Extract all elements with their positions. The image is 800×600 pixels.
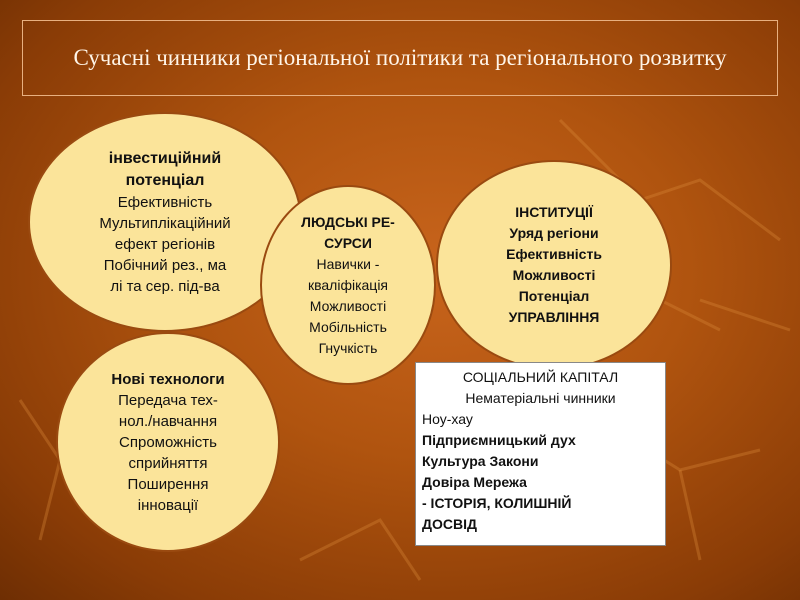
technology-line: Спроможність — [119, 433, 217, 451]
institutions-line: Можливості — [512, 267, 596, 283]
social-capital-line: ДОСВІД — [422, 516, 477, 532]
technology-heading: Нові технологи — [111, 370, 225, 388]
investment-heading-1: інвестиційний — [108, 149, 222, 167]
social-capital-line: - ІСТОРІЯ, КОЛИШНІЙ — [422, 495, 572, 511]
technology-line: нол./навчання — [118, 412, 218, 430]
investment-line: лі та сер. під-ва — [110, 277, 220, 295]
investment-line: Ефективність — [117, 193, 213, 211]
investment-line: ефект регіонів — [114, 235, 216, 253]
institutions-line: Потенціал — [518, 288, 590, 304]
human-line: Навички - — [316, 255, 380, 272]
technology-line: Передача тех- — [118, 391, 218, 409]
institutions-ellipse — [436, 160, 672, 370]
institutions-line: Ефективність — [506, 246, 602, 262]
social-capital-subheading: Нематеріальні чинники — [465, 390, 616, 406]
institutions-line: УПРАВЛІННЯ — [508, 309, 600, 325]
human-line: Мобільність — [309, 318, 387, 335]
human-resources-ellipse — [260, 185, 436, 385]
human-line: Гнучкість — [318, 339, 378, 356]
investment-line: Мультиплікаційний — [99, 214, 231, 232]
social-capital-box — [415, 362, 666, 546]
social-capital-line: Ноу-хау — [422, 411, 473, 427]
social-capital-line: Довіра Мережа — [422, 474, 527, 490]
social-capital-line: Підприємницький дух — [422, 432, 576, 448]
human-heading-1: ЛЮДСЬКІ РЕ- — [301, 213, 395, 230]
investment-line: Побічний рез., ма — [103, 256, 227, 274]
human-line: кваліфікація — [307, 276, 389, 293]
social-capital-line: Культура Закони — [422, 453, 539, 469]
institutions-line: Уряд регіони — [509, 225, 599, 241]
new-technologies-ellipse — [56, 332, 280, 552]
human-line: Можливості — [309, 297, 387, 314]
human-heading-2: СУРСИ — [324, 234, 372, 251]
page-title: Сучасні чинники регіональної політики та регіонального розвитку — [73, 45, 727, 70]
investment-heading-2: потенціал — [125, 171, 205, 189]
technology-line: Поширення — [127, 475, 209, 493]
technology-line: сприйняття — [128, 454, 208, 472]
institutions-line: ІНСТИТУЦІЇ — [515, 204, 593, 220]
technology-line: інновації — [137, 496, 199, 514]
title-box — [22, 20, 778, 96]
social-capital-heading: СОЦІАЛЬНИЙ КАПІТАЛ — [462, 369, 619, 385]
